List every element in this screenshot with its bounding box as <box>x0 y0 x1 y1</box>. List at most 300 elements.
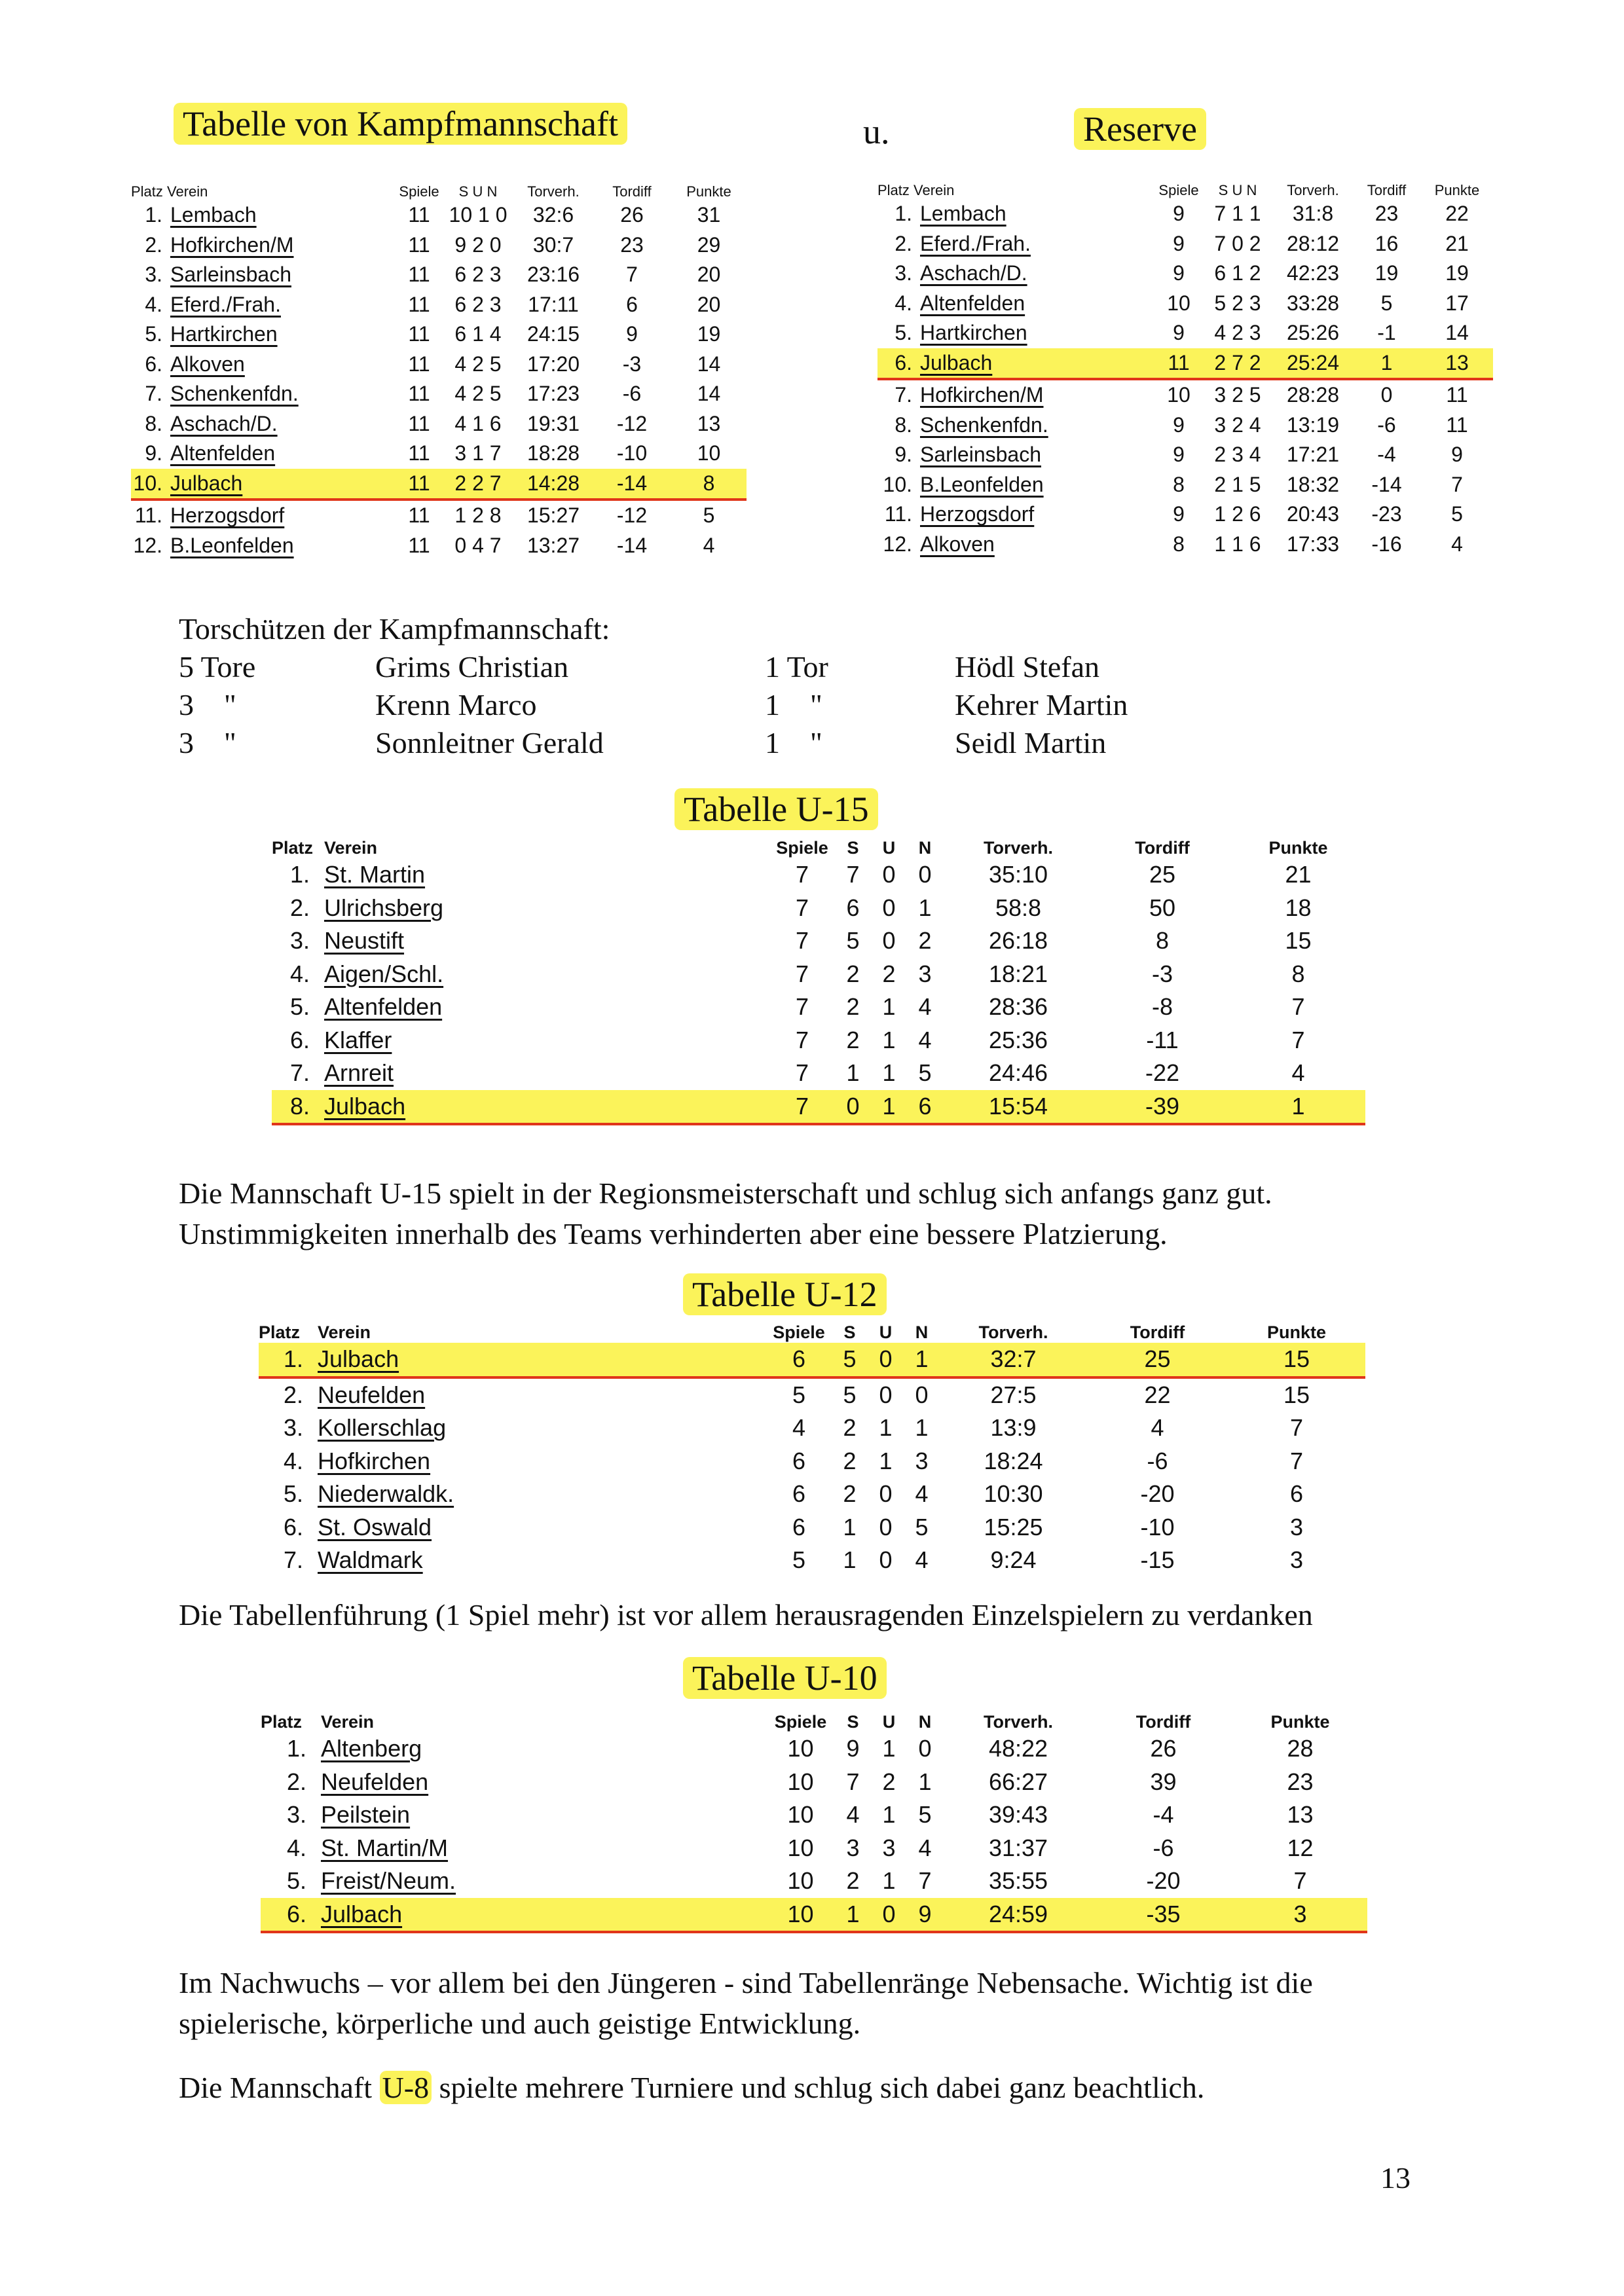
cell-pos: 9. <box>145 441 162 465</box>
cell-diff: 39 <box>1150 1768 1177 1795</box>
table-row <box>877 500 1493 530</box>
cell-goals: 25:24 <box>1274 348 1352 380</box>
cell-games: 7 <box>795 993 809 1021</box>
cell-u: 1 <box>879 1447 893 1474</box>
cell-pts: 13 <box>697 411 721 435</box>
cell-n: 4 <box>915 1480 929 1508</box>
cell-diff: -20 <box>1140 1480 1175 1508</box>
cell-pos: 3. <box>145 263 162 287</box>
cell-games: 9 <box>1173 412 1185 437</box>
scorer-name: Kehrer Martin <box>955 688 1128 721</box>
cell-pts: 3 <box>1289 1513 1304 1540</box>
club-name: Aigen/Schl. <box>324 960 444 987</box>
cell-club <box>170 531 396 561</box>
cell-diff: 4 <box>1151 1414 1164 1442</box>
cell-goals: 27:5 <box>990 1381 1037 1408</box>
cell-games: 11 <box>408 263 430 287</box>
club-name: Julbach <box>321 1900 403 1927</box>
club-name: Neufelden <box>318 1381 426 1408</box>
cell-goals: 35:55 <box>988 1867 1048 1895</box>
cell-games: 9 <box>1173 231 1185 255</box>
cell-games: 4 <box>792 1414 806 1442</box>
club-name: Peilstein <box>321 1801 411 1829</box>
cell-games: 9 <box>1173 443 1185 467</box>
cell-club <box>324 1090 769 1125</box>
cell-club <box>920 379 1156 410</box>
header-title-reserve: Reserve <box>1074 109 1206 149</box>
cell-pos: 4. <box>289 960 310 987</box>
club-name: B.Leonfelden <box>170 533 294 557</box>
cell-s: 5 <box>843 1381 857 1408</box>
cell-pts: 31 <box>697 203 721 227</box>
cell-diff: 26 <box>1150 1735 1177 1762</box>
table-row <box>131 439 747 469</box>
cell-pos: 5. <box>289 993 310 1021</box>
cell-pos: 10. <box>883 472 912 496</box>
u10-text: Im Nachwuchs – vor allem bei den Jüngeren - sind Tabellenränge Nebensache. Wichtig ist die spielerische, körperliche und auch geistige Entwicklung. <box>179 1966 1313 2040</box>
table-row <box>272 1057 1365 1090</box>
cell-sun: 10 1 0 <box>449 203 507 227</box>
cell-goals: 17:11 <box>528 292 579 316</box>
cell-u: 1 <box>879 1414 893 1442</box>
cell-pts: 13 <box>1421 348 1493 380</box>
cell-pts: 12 <box>1287 1834 1314 1861</box>
cell-goals: 58:8 <box>995 894 1042 921</box>
cell-pts: 8 <box>671 469 747 500</box>
cell-club <box>324 1057 769 1090</box>
cell-u: 1 <box>882 993 896 1021</box>
cell-sun: 6 1 2 <box>1214 261 1261 285</box>
club-name: Herzogsdorf <box>170 503 285 528</box>
club-name: B.Leonfelden <box>920 472 1044 496</box>
cell-s: 6 <box>846 894 860 921</box>
cell-pos: 9. <box>895 443 912 467</box>
table-row <box>877 289 1493 319</box>
cell-games: 11 <box>1156 348 1202 380</box>
cell-club <box>318 1412 766 1445</box>
table-row <box>261 1732 1367 1766</box>
header-sun: S U N <box>458 183 498 200</box>
cell-sun: 5 2 3 <box>1214 291 1261 315</box>
cell-n: 2 <box>918 927 932 955</box>
header-punkte: Punkte <box>1266 1322 1327 1342</box>
header-conjunction: u. <box>863 112 890 151</box>
cell-sun: 9 2 0 <box>454 232 502 257</box>
cell-pts: 7 <box>1293 1867 1307 1895</box>
club-name: Arnreit <box>324 1059 394 1087</box>
cell-goals: 26:18 <box>988 927 1048 955</box>
header-verein: Verein <box>318 1322 371 1342</box>
header-verein: Verein <box>321 1712 375 1732</box>
club-name: Niederwaldk. <box>318 1480 454 1508</box>
cell-n: 6 <box>907 1090 943 1125</box>
cell-club <box>318 1377 766 1412</box>
cell-pos: 4. <box>286 1834 306 1861</box>
cell-sun: 4 2 3 <box>1214 321 1261 345</box>
club-name: Hartkirchen <box>170 322 278 346</box>
header-platz-verein: Platz Verein <box>877 182 955 198</box>
u15-title: Tabelle U-15 <box>674 789 878 829</box>
cell-goals: 33:28 <box>1286 291 1340 315</box>
cell-diff: -11 <box>1146 1026 1179 1053</box>
table-row <box>259 1445 1365 1478</box>
cell-club <box>920 470 1156 500</box>
cell-u: 0 <box>879 1381 893 1408</box>
cell-pts: 13 <box>1287 1801 1314 1829</box>
cell-s: 7 <box>846 1768 860 1795</box>
cell-n: 1 <box>915 1414 929 1442</box>
cell-n: 4 <box>918 993 932 1021</box>
cell-club <box>324 1024 769 1057</box>
cell-pos: 4. <box>145 292 162 316</box>
cell-u: 0 <box>879 1480 893 1508</box>
cell-pos: 10. <box>131 469 170 500</box>
cell-pos: 8. <box>895 412 912 437</box>
cell-pos: 2. <box>283 1381 303 1408</box>
cell-club <box>321 1898 766 1933</box>
cell-pts: 20 <box>697 292 721 316</box>
cell-pts: 3 <box>1289 1546 1304 1574</box>
cell-sun: 2 2 7 <box>442 469 514 500</box>
cell-s: 2 <box>843 1480 857 1508</box>
club-name: Hartkirchen <box>920 321 1027 345</box>
header-u: U <box>879 1322 893 1342</box>
header-tordiff: Tordiff <box>1367 182 1407 198</box>
club-name: Sarleinsbach <box>920 443 1041 467</box>
cell-diff: -10 <box>616 441 648 465</box>
cell-pos: 7. <box>895 383 912 407</box>
cell-club <box>318 1343 766 1377</box>
cell-u: 0 <box>868 1343 904 1377</box>
cell-pts: 7 <box>1289 1447 1304 1474</box>
cell-club <box>170 230 396 261</box>
header-s: S <box>847 1712 859 1732</box>
table-row <box>877 410 1493 441</box>
header-title-kampf: Tabelle von Kampfmannschaft <box>174 103 627 144</box>
cell-diff: -35 <box>1094 1898 1233 1933</box>
cell-sun: 6 2 3 <box>454 263 502 287</box>
cell-s: 5 <box>846 927 860 955</box>
cell-games: 11 <box>408 352 430 376</box>
cell-goals: 14:28 <box>514 469 593 500</box>
table-header <box>261 1709 1367 1732</box>
cell-n: 1 <box>918 894 932 921</box>
cell-pts: 23 <box>1287 1768 1314 1795</box>
cell-pos: 6. <box>289 1026 310 1053</box>
cell-diff: -16 <box>1371 532 1402 556</box>
cell-n: 5 <box>915 1513 929 1540</box>
cell-pos: 6. <box>877 348 920 380</box>
cell-diff: -15 <box>1140 1546 1175 1574</box>
cell-u: 0 <box>882 861 896 888</box>
cell-diff: -22 <box>1145 1059 1180 1087</box>
table-row <box>877 348 1493 380</box>
club-name: Altenfelden <box>170 441 276 465</box>
scorer-name: Hödl Stefan <box>955 650 1100 683</box>
cell-club <box>920 229 1156 259</box>
cell-s: 2 <box>846 1026 860 1053</box>
cell-pts: 20 <box>697 263 721 287</box>
cell-pts: 1 <box>1231 1090 1365 1125</box>
table-row <box>259 1511 1365 1544</box>
header-verein: Verein <box>324 838 378 858</box>
cell-games: 7 <box>795 960 809 987</box>
cell-club <box>321 1766 766 1799</box>
table-row <box>261 1798 1367 1832</box>
cell-club <box>324 858 769 892</box>
cell-pos: 5. <box>286 1867 306 1895</box>
cell-diff: -4 <box>1377 443 1396 467</box>
cell-club <box>170 439 396 469</box>
club-name: Hofkirchen <box>318 1447 431 1474</box>
cell-sun: 4 1 6 <box>454 411 502 435</box>
cell-diff: 5 <box>1380 291 1393 315</box>
cell-pos: 5. <box>283 1480 303 1508</box>
cell-goals: 20:43 <box>1286 502 1340 526</box>
cell-diff: -20 <box>1146 1867 1181 1895</box>
cell-s: 1 <box>846 1059 860 1087</box>
cell-goals: 18:24 <box>984 1447 1043 1474</box>
table-row <box>261 1766 1367 1799</box>
cell-pts: 9 <box>1451 443 1463 467</box>
club-name: Klaffer <box>324 1026 392 1053</box>
cell-s: 0 <box>835 1090 871 1125</box>
cell-n: 4 <box>918 1834 932 1861</box>
cell-u: 2 <box>882 960 896 987</box>
table-row <box>131 290 747 320</box>
cell-games: 9 <box>1173 202 1185 226</box>
scorer-count: 3 " <box>179 688 236 721</box>
cell-pos: 6. <box>145 352 162 376</box>
cell-diff: -6 <box>622 382 642 406</box>
cell-pos: 6. <box>283 1513 303 1540</box>
cell-pts: 14 <box>697 352 721 376</box>
cell-pts: 7 <box>1291 1026 1305 1053</box>
cell-pos: 1. <box>145 203 162 227</box>
cell-diff: 6 <box>626 292 638 316</box>
header-u: U <box>882 1712 896 1732</box>
cell-sun: 7 0 2 <box>1214 231 1261 255</box>
cell-pos: 1. <box>286 1735 306 1762</box>
cell-sun: 4 2 5 <box>454 352 502 376</box>
cell-s: 5 <box>832 1343 868 1377</box>
cell-club <box>920 440 1156 470</box>
cell-goals: 48:22 <box>988 1735 1048 1762</box>
cell-diff: -14 <box>593 469 671 500</box>
cell-diff: -3 <box>622 352 642 376</box>
cell-pts: 14 <box>1445 321 1469 345</box>
club-name: Eferd./Frah. <box>920 231 1031 255</box>
cell-diff: 1 <box>1352 348 1421 380</box>
cell-pos: 4. <box>283 1447 303 1474</box>
cell-n: 4 <box>918 1026 932 1053</box>
cell-pos: 11. <box>884 502 912 526</box>
cell-goals: 18:21 <box>988 960 1048 987</box>
table-header <box>131 177 747 200</box>
header-tordiff: Tordiff <box>1135 838 1190 858</box>
cell-pos: 7. <box>283 1546 303 1574</box>
cell-diff: 23 <box>1375 202 1399 226</box>
header-torverh: Torverh. <box>978 1322 1048 1342</box>
cell-s: 4 <box>846 1801 860 1829</box>
table-header <box>259 1319 1365 1343</box>
cell-pts: 21 <box>1445 231 1469 255</box>
cell-diff: 26 <box>620 203 644 227</box>
cell-goals: 32:7 <box>940 1343 1087 1377</box>
cell-club <box>318 1511 766 1544</box>
header-spiele: Spiele <box>773 1322 825 1342</box>
club-name: Lembach <box>170 203 257 227</box>
cell-pts: 21 <box>1285 861 1312 888</box>
cell-club <box>318 1544 766 1577</box>
cell-u: 0 <box>882 927 896 955</box>
club-name: Ulrichsberg <box>324 894 444 921</box>
table-row <box>877 199 1493 229</box>
table-row <box>131 319 747 350</box>
scorer-row <box>179 686 1488 724</box>
cell-goals: 25:36 <box>988 1026 1048 1053</box>
cell-sun: 3 2 4 <box>1214 412 1261 437</box>
cell-club <box>324 892 769 925</box>
table-row <box>259 1478 1365 1511</box>
cell-diff: -3 <box>1151 960 1173 987</box>
scorers-list <box>179 648 1488 762</box>
cell-pts: 15 <box>1283 1381 1310 1408</box>
cell-s: 2 <box>843 1414 857 1442</box>
cell-goals: 42:23 <box>1286 261 1340 285</box>
cell-club <box>170 200 396 230</box>
cell-diff: 23 <box>620 232 644 257</box>
u8-highlight: U-8 <box>380 2071 432 2104</box>
cell-pts: 19 <box>697 322 721 346</box>
cell-club <box>170 500 396 531</box>
cell-diff: -8 <box>1151 993 1173 1021</box>
header-n: N <box>918 1712 932 1732</box>
cell-diff: -6 <box>1153 1834 1174 1861</box>
cell-pts: 11 <box>1446 412 1468 437</box>
cell-diff: 50 <box>1149 894 1176 921</box>
table-row <box>259 1343 1365 1377</box>
cell-pos: 3. <box>895 261 912 285</box>
cell-games: 11 <box>408 441 430 465</box>
cell-club <box>170 319 396 350</box>
cell-diff: 25 <box>1149 861 1176 888</box>
cell-club <box>920 348 1156 380</box>
cell-pos: 8. <box>145 411 162 435</box>
cell-diff: 25 <box>1087 1343 1228 1377</box>
cell-pts: 4 <box>703 533 715 557</box>
cell-games: 10 <box>787 1834 814 1861</box>
cell-goals: 13:19 <box>1286 412 1340 437</box>
header-platz: Platz <box>261 1712 303 1732</box>
table-row <box>877 229 1493 259</box>
cell-games: 7 <box>795 861 809 888</box>
cell-sun: 6 1 4 <box>454 322 502 346</box>
club-name: Neufelden <box>321 1768 429 1795</box>
cell-goals: 18:32 <box>1286 472 1340 496</box>
cell-club <box>318 1445 766 1478</box>
cell-games: 5 <box>792 1546 806 1574</box>
cell-games: 6 <box>792 1447 806 1474</box>
cell-pts: 11 <box>1446 383 1468 407</box>
cell-sun: 1 2 8 <box>454 503 502 528</box>
cell-pts: 7 <box>1291 993 1305 1021</box>
scorer-count: 1 " <box>765 726 822 759</box>
u12-table <box>259 1319 1365 1577</box>
cell-pos: 1. <box>895 202 912 226</box>
header-n: N <box>918 838 932 858</box>
header-n: N <box>915 1322 929 1342</box>
cell-pts: 10 <box>697 441 721 465</box>
cell-pos: 6. <box>261 1898 321 1933</box>
cell-games: 7 <box>795 894 809 921</box>
header-sun: S U N <box>1218 182 1257 198</box>
table-row <box>131 469 747 500</box>
cell-u: 2 <box>882 1768 896 1795</box>
table-row <box>131 531 747 561</box>
scorer-count: 1 Tor <box>765 650 828 683</box>
u15-text: Die Mannschaft U-15 spielt in der Regionsmeisterschaft und schlug sich anfangs ganz gut. Unstimmigkeiten innerhalb des Teams verhinderten aber eine bessere Platzierung. <box>179 1176 1272 1250</box>
cell-u: 0 <box>882 894 896 921</box>
u8-text-after: spielte mehrere Turniere und schlug sich dabei ganz beachtlich. <box>432 2071 1205 2104</box>
kampf-table <box>131 177 747 560</box>
cell-games: 10 <box>787 1867 814 1895</box>
cell-u: 1 <box>882 1026 896 1053</box>
cell-u: 3 <box>882 1834 896 1861</box>
cell-n: 7 <box>918 1867 932 1895</box>
cell-pts: 19 <box>1445 261 1469 285</box>
cell-pts: 4 <box>1451 532 1463 556</box>
cell-goals: 32:6 <box>532 203 574 227</box>
cell-diff: -23 <box>1371 502 1402 526</box>
cell-n: 0 <box>918 1735 932 1762</box>
cell-goals: 15:27 <box>526 503 580 528</box>
header-punkte: Punkte <box>686 183 731 200</box>
table-row <box>272 1090 1365 1125</box>
cell-goals: 31:37 <box>988 1834 1048 1861</box>
u12-text: Die Tabellenführung (1 Spiel mehr) ist vor allem herausragenden Einzelspielern zu verdanken <box>179 1598 1313 1631</box>
cell-s: 2 <box>846 960 860 987</box>
club-name: Julbach <box>324 1092 406 1120</box>
cell-games: 10 <box>766 1898 835 1933</box>
cell-sun: 3 2 5 <box>1214 383 1261 407</box>
cell-games: 7 <box>795 927 809 955</box>
table-row <box>131 500 747 531</box>
cell-sun: 2 3 4 <box>1214 443 1261 467</box>
table-row <box>261 1898 1367 1933</box>
cell-sun: 2 7 2 <box>1202 348 1274 380</box>
header-torverh: Torverh. <box>527 183 580 200</box>
scorer-count: 3 " <box>179 726 236 759</box>
cell-pts: 15 <box>1285 927 1312 955</box>
cell-goals: 28:36 <box>988 993 1048 1021</box>
cell-goals: 24:15 <box>526 322 580 346</box>
club-name: Julbach <box>920 350 993 374</box>
table-row <box>131 260 747 290</box>
cell-pos: 5. <box>145 322 162 346</box>
cell-diff: 9 <box>626 322 638 346</box>
cell-club <box>170 469 396 500</box>
u8-text <box>179 2068 1204 2108</box>
header-tordiff: Tordiff <box>1130 1322 1185 1342</box>
table-row <box>131 379 747 409</box>
cell-games: 7 <box>795 1059 809 1087</box>
u10-table <box>261 1709 1367 1933</box>
cell-sun: 7 1 1 <box>1214 202 1261 226</box>
u15-table <box>272 835 1365 1125</box>
table-row <box>261 1832 1367 1865</box>
header-s: S <box>847 838 859 858</box>
